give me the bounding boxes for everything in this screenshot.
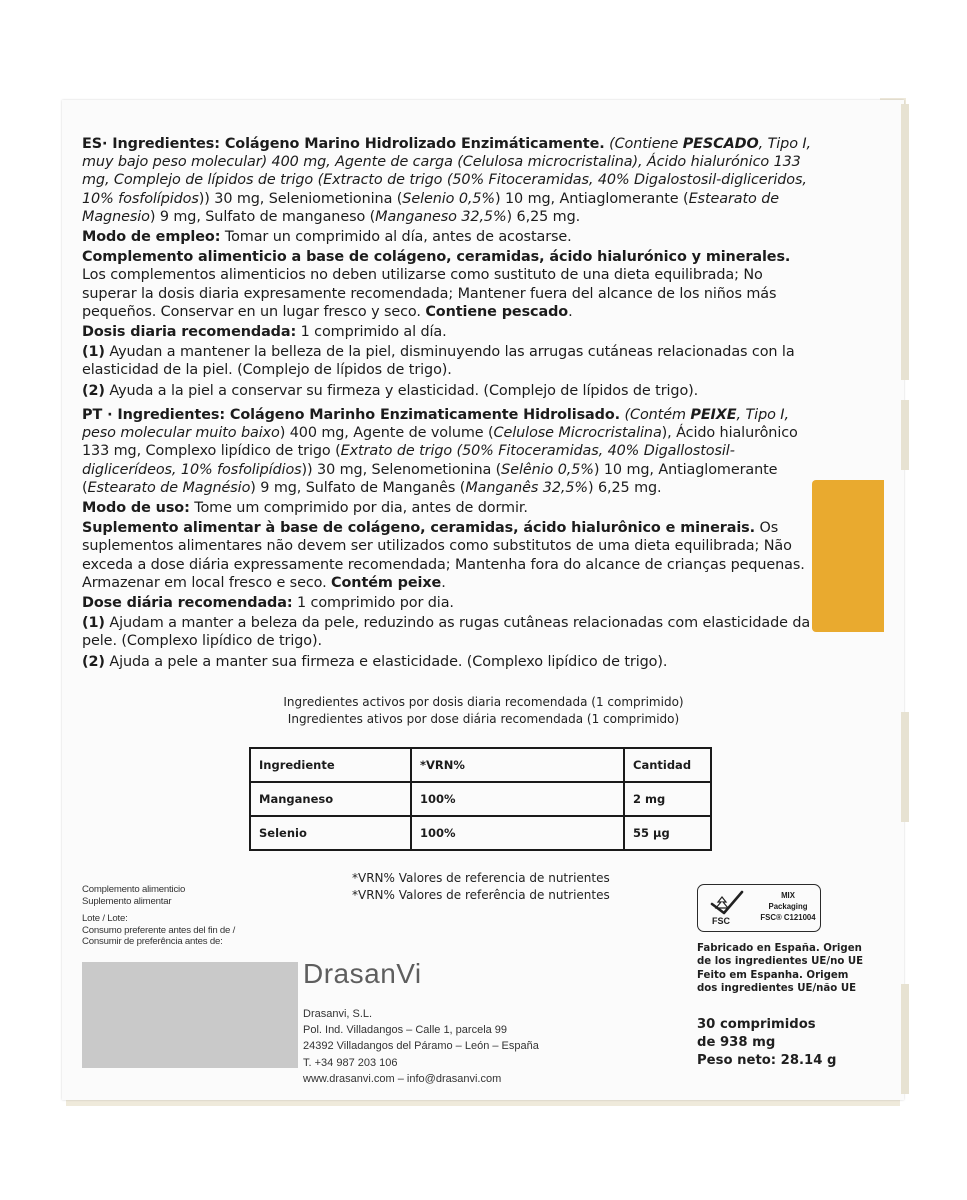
address-line: Pol. Ind. Villadangos – Calle 1, parcela 99 — [303, 1024, 508, 1037]
fsc-logo-text: FSC — [712, 916, 730, 926]
yellow-tab — [812, 480, 884, 632]
address-line: 24392 Villadangos del Páramo – León – España — [303, 1040, 539, 1053]
es-claim-1: (1) Ayudan a mantener la belleza de la piel, disminuyendo las arrugas cutáneas relacionadas con la elasticidad de la piel. (Complejo de lípidos de trigo). — [82, 344, 795, 379]
fsc-packaging: Packaging — [768, 902, 808, 911]
table-cell: 100% — [411, 782, 624, 816]
es-supplement: Complemento alimenticio a base de colágeno, ceramidas, ácido hialurónico y minerales. Los complementos alimenticios no deben utilizarse como sustituto de una dieta equilibrada; No superar la dosis diaria expresamente recomendada; Mantener fuera del alcance de los niños más pequeños. Conservar en un lugar fresco y seco. Contiene pescado. — [82, 249, 791, 320]
product-quantity — [697, 1016, 836, 1070]
origin-info — [697, 942, 863, 996]
net-weight: Peso neto: 28.14 g — [697, 1053, 837, 1068]
package-side-edge-2 — [901, 400, 909, 470]
table-cell: Manganeso — [250, 782, 411, 816]
es-usage: Modo de empleo: Tomar un comprimido al día, antes de acostarse. — [82, 229, 572, 246]
table-cell: 55 µg — [624, 816, 711, 850]
origin-line: dos ingredientes UE/não UE — [697, 983, 857, 995]
pt-usage: Modo de uso: Tome um comprimido por dia, antes de dormir. — [82, 500, 528, 517]
company-name: Drasanvi, S.L. — [303, 1008, 373, 1020]
fsc-text — [756, 890, 820, 923]
table-caption-es: Ingredientes activos por dosis diaria recomendada (1 comprimido) — [283, 695, 684, 709]
es-ingredients: ES· Ingredientes: Colágeno Marino Hidrolizado Enzimáticamente. (Contiene PESCADO, Tipo I, muy bajo peso molecular) 400 mg, Agente de carga (Celulosa microcristalina), Ácido hialurónico 133 mg, Complejo de lípidos de trigo (Extracto de trigo (50% Fitoceramidas, 40% Digalostosil-digliceridos, 10% fosfolípidos)) 30 mg, Seleniometionina (Selenio 0,5%) 10 mg, Antiaglomerante (Estearato de Magnesio) 9 mg, Sulfato de manganeso (Manganeso 32,5%) 6,25 mg. — [82, 136, 811, 225]
fsc-label — [697, 884, 821, 932]
lot-info-line: Consumir de preferência antes de: — [82, 936, 223, 948]
table-header: Cantidad — [624, 748, 711, 782]
web-contact: www.drasanvi.com – info@drasanvi.com — [303, 1072, 502, 1085]
footnote-pt: *VRN% Valores de referência de nutrientes — [352, 888, 610, 902]
footnote-es: *VRN% Valores de referencia de nutrientes — [352, 871, 610, 885]
es-claim-2: (2) Ayuda a la piel a conservar su firmeza y elasticidad. (Complejo de lípidos de trigo). — [82, 382, 699, 399]
origin-line: Feito em Espanha. Origem — [697, 969, 849, 981]
fsc-tree-check-icon — [704, 889, 750, 927]
table-cell: 100% — [411, 816, 624, 850]
table-header-row — [250, 748, 711, 782]
pt-ingredients-heading: PT · Ingredientes: Colágeno Marinho Enzimaticamente Hidrolisado. — [82, 407, 621, 423]
pt-claim-2: (2) Ajuda a pele a manter sua firmeza e elasticidade. (Complexo lipídico de trigo). — [82, 653, 668, 670]
company-address — [303, 1006, 539, 1087]
lot-info-line: Consumo preferente antes del fin de / — [82, 924, 236, 936]
package-side-edge-4 — [901, 984, 909, 1094]
pt-ingredients: PT · Ingredientes: Colágeno Marinho Enzimaticamente Hidrolisado. (Contém PEIXE, Tipo I, peso molecular muito baixo) 400 mg, Agente de volume (Celulose Microcristalina), Ácido hialurônico 133 mg, Complexo lipídico de trigo (Extrato de trigo (50% Fitoceramidas, 40% Digallostosil-diglicerídeos, 10% fosfolipídios)) 30 mg, Selenometionina (Selênio 0,5%) 10 mg, Antiaglomerante (Estearato de Magnésio) 9 mg, Sulfato de Manganês (Manganês 32,5%) 6,25 mg. — [82, 407, 798, 496]
es-ingredients-heading: ES· Ingredientes: Colágeno Marino Hidrolizado Enzimáticamente. — [82, 136, 605, 152]
pt-supplement: Suplemento alimentar à base de colágeno, ceramidas, ácido hialurônico e minerais. Os suplementos alimentares não devem ser utilizados como substitutos de uma dieta equilibrada; Não exceda a dose diária expressamente recomendada; Mantenha fora do alcance de crianças pequenas. Armazenar em local fresco e seco. Contém peixe. — [82, 520, 805, 591]
table-header: Ingrediente — [250, 748, 411, 782]
table-cell: Selenio — [250, 816, 411, 850]
portuguese-section — [82, 406, 812, 673]
package-side-edge-1 — [901, 104, 909, 380]
fsc-mix: MIX — [781, 891, 795, 900]
tablet-weight: de 938 mg — [697, 1035, 776, 1050]
pt-dose: Dose diária recomendada: 1 comprimido por dia. — [82, 595, 454, 612]
table-header: *VRN% — [411, 748, 624, 782]
table-row — [250, 816, 711, 850]
es-dose: Dosis diaria recomendada: 1 comprimido al día. — [82, 324, 447, 341]
table-row — [250, 782, 711, 816]
pt-claim-1: (1) Ajudam a manter a beleza da pele, reduzindo as rugas cutâneas relacionadas com elasticidade da pele. (Complexo lipídico de trigo). — [82, 615, 811, 650]
table-cell: 2 mg — [624, 782, 711, 816]
nutrient-table — [249, 747, 712, 851]
fsc-code: FSC® C121004 — [760, 913, 816, 922]
lot-print-area — [82, 962, 298, 1068]
lot-info — [82, 884, 235, 948]
lot-info-line: Suplemento alimentar — [82, 895, 172, 907]
brand-logo: DrasanVi — [303, 958, 422, 989]
origin-line: Fabricado en España. Origen — [697, 943, 862, 954]
spanish-section — [82, 135, 812, 402]
package-side-edge-3 — [901, 712, 909, 822]
phone: T. +34 987 203 106 — [303, 1056, 398, 1069]
origin-line: de los ingredientes UE/no UE — [697, 956, 864, 968]
table-caption-pt: Ingredientes ativos por dose diária recomendada (1 comprimido) — [287, 712, 680, 726]
lot-info-line: Complemento alimenticio — [82, 884, 186, 895]
tablet-count: 30 comprimidos — [697, 1017, 816, 1032]
lot-info-line: Lote / Lote: — [82, 913, 128, 925]
